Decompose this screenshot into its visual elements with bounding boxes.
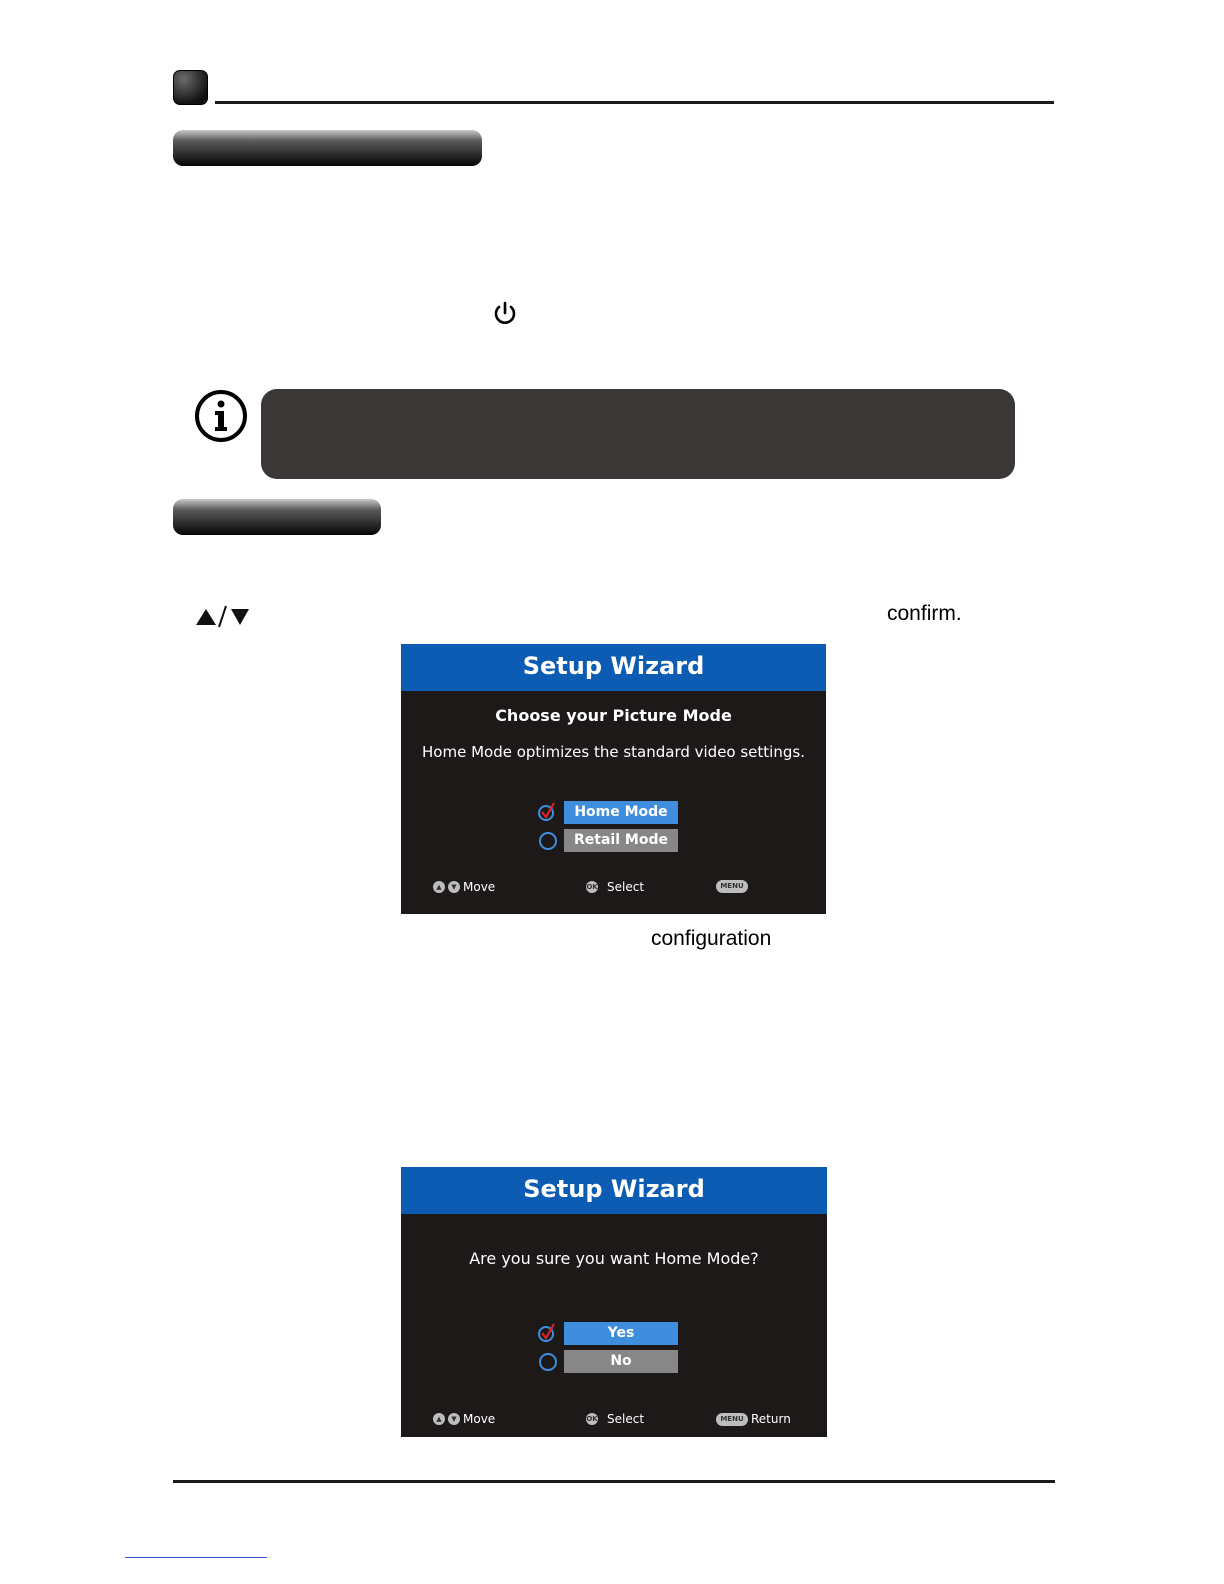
footer-select [586,1412,644,1426]
screen-question: Are you sure you want Home Mode? [469,1249,759,1268]
footer-select-label: Select [607,880,645,894]
up-down-arrows-icon [193,603,253,629]
footer-move [433,880,495,894]
menu-button-icon: MENU [716,880,748,893]
footer-menu-return [716,1412,791,1426]
configuration-text: configuration [651,927,772,950]
up-button-icon: ▲ [433,881,445,893]
footer-move [433,1412,495,1426]
option-no[interactable]: No [564,1350,678,1373]
section-heading-pill [173,499,381,535]
option-home-mode[interactable]: Home Mode [564,801,678,824]
footer-menu [716,880,748,893]
footer-return-label: Return [751,1412,791,1426]
option-yes[interactable]: Yes [564,1322,678,1345]
chapter-square-icon [173,70,208,105]
note-box [261,389,1015,479]
screen-title: Setup Wizard [401,644,826,691]
ok-button-icon: OK [586,883,598,891]
radio-unchecked-icon [539,832,557,850]
screen-title: Setup Wizard [401,1167,827,1214]
checked-radio-icon [538,1323,556,1343]
confirm-text: confirm. [887,602,962,625]
up-button-icon: ▲ [433,1413,445,1425]
info-icon [194,389,248,443]
option-retail-mode[interactable]: Retail Mode [564,829,678,852]
screen-heading: Choose your Picture Mode [495,706,732,725]
footer-select-label: Select [607,1412,645,1426]
section-heading-pill [173,130,482,166]
setup-wizard-screen-picture-mode [401,644,826,914]
radio-unchecked-icon [539,1353,557,1371]
header-rule [215,101,1054,104]
ok-button-icon: OK [586,1415,598,1423]
power-icon [491,300,519,328]
down-button-icon: ▼ [448,881,460,893]
footer-move-label: Move [463,1412,496,1426]
footer-select [586,880,644,894]
footer-move-label: Move [463,880,496,894]
menu-button-icon: MENU [716,1413,748,1426]
checked-radio-icon [538,802,556,822]
footer-link-underline [125,1557,267,1558]
setup-wizard-screen-confirm [401,1167,827,1437]
footer-rule [173,1480,1055,1483]
screen-description: Home Mode optimizes the standard video settings. [422,743,805,761]
down-button-icon: ▼ [448,1413,460,1425]
